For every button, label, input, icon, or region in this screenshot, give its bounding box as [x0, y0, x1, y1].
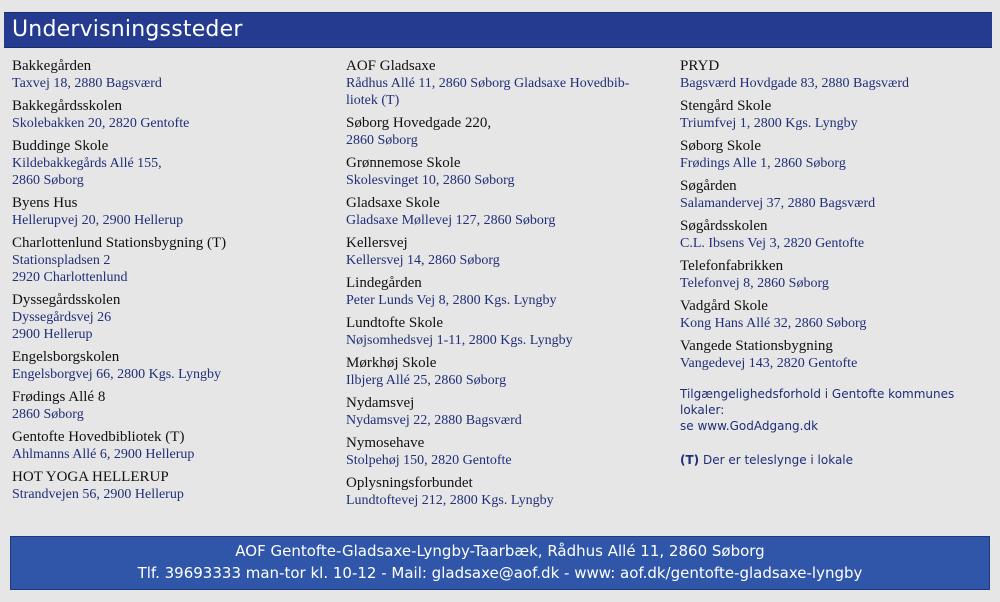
venue-address: [680, 275, 990, 292]
venue-name: Buddinge Skole: [12, 138, 109, 154]
venue-name: Søgården: [680, 178, 737, 194]
venue-address-line: Vangedevej 143, 2820 Gentofte: [680, 356, 858, 371]
venue-address: [12, 115, 330, 132]
column-2: [346, 58, 664, 515]
venue-entry: [680, 98, 990, 132]
venue-address: [680, 75, 990, 92]
venue-name: Bakkegården: [12, 58, 92, 74]
venue-entry: [680, 258, 990, 292]
venue-address: [346, 372, 664, 389]
venue-entry: [346, 235, 664, 269]
venue-name: Engelsborgskolen: [12, 349, 120, 365]
venue-address: [346, 212, 664, 229]
venue-entry: [680, 178, 990, 212]
venue-name: PRYD: [680, 58, 720, 74]
venue-name: Grønnemose Skole: [346, 155, 461, 171]
accessibility-note-line: Tilgængelighedsforhold i Gentofte kommunes: [680, 387, 955, 401]
venue-name: Kellersvej: [346, 235, 408, 251]
venue-address: [346, 75, 664, 109]
venue-name: Mørkhøj Skole: [346, 355, 437, 371]
venue-address-line: 2900 Hellerup: [12, 327, 93, 342]
venue-name: Stengård Skole: [680, 98, 772, 114]
venue-address: [680, 115, 990, 132]
venue-address: [12, 309, 330, 343]
venue-entry: [12, 98, 330, 132]
venue-address-line: Taxvej 18, 2880 Bagsværd: [12, 76, 162, 91]
venue-address: [680, 355, 990, 372]
venue-address: [346, 412, 664, 429]
accessibility-note-line: lokaler:: [680, 403, 725, 417]
teleslynge-text: Der er teleslynge i lokale: [699, 453, 854, 467]
venue-name: Dyssegårdsskolen: [12, 292, 121, 308]
venue-address: [12, 155, 330, 189]
venue-address-line: Dyssegårdsvej 26: [12, 310, 112, 325]
venue-name: AOF Gladsaxe: [346, 58, 436, 74]
teleslynge-mark: (T): [680, 453, 700, 467]
venue-address-line: Kellersvej 14, 2860 Søborg: [346, 253, 500, 268]
venue-entry: [12, 58, 330, 92]
venue-name: Søgårdsskolen: [680, 218, 768, 234]
venue-address: [346, 132, 664, 149]
venue-address-line: liotek (T): [346, 93, 400, 108]
venue-address-line: Nydamsvej 22, 2880 Bagsværd: [346, 413, 522, 428]
venue-address-line: Telefonvej 8, 2860 Søborg: [680, 276, 829, 291]
venue-address: [346, 252, 664, 269]
venue-address: [346, 452, 664, 469]
venue-entry: [12, 429, 330, 463]
venue-address-line: Stolpehøj 150, 2820 Gentofte: [346, 453, 512, 468]
venue-entry: [346, 355, 664, 389]
venue-address-line: 2920 Charlottenlund: [12, 270, 128, 285]
venue-address-line: Kong Hans Allé 32, 2860 Søborg: [680, 316, 867, 331]
accessibility-note: [680, 386, 990, 434]
venue-entry: [680, 338, 990, 372]
venue-address-line: Peter Lunds Vej 8, 2800 Kgs. Lyngby: [346, 293, 557, 308]
venue-address-line: Hellerupvej 20, 2900 Hellerup: [12, 213, 184, 228]
venue-address: [12, 446, 330, 463]
venue-name: Lundtofte Skole: [346, 315, 444, 331]
venue-name: Nydamsvej: [346, 395, 415, 411]
venue-address-line: Gladsaxe Møllevej 127, 2860 Søborg: [346, 213, 556, 228]
venue-address: [680, 235, 990, 252]
venue-entry: [680, 58, 990, 92]
venue-address: [12, 212, 330, 229]
venue-entry: [346, 435, 664, 469]
venue-entry: [680, 218, 990, 252]
venue-address-line: Strandvejen 56, 2900 Hellerup: [12, 487, 184, 502]
venue-entry: [12, 349, 330, 383]
venue-entry: [680, 138, 990, 172]
venue-address-line: Kildebakkegårds Allé 155,: [12, 156, 162, 171]
venue-address: [346, 292, 664, 309]
venue-address: [12, 486, 330, 503]
venue-entry: [12, 389, 330, 423]
venue-address: [12, 366, 330, 383]
venue-address: [346, 492, 664, 509]
column-3-entries: [680, 58, 990, 372]
venue-address-line: Engelsborgvej 66, 2800 Kgs. Lyngby: [12, 367, 221, 382]
venue-address: [680, 195, 990, 212]
venue-name: HOT YOGA HELLERUP: [12, 469, 169, 485]
venue-address-line: C.L. Ibsens Vej 3, 2820 Gentofte: [680, 236, 865, 251]
venue-entry: [346, 155, 664, 189]
venue-name: Telefonfabrikken: [680, 258, 784, 274]
column-3: [680, 58, 990, 468]
footer-address: AOF Gentofte-Gladsaxe-Lyngby-Taarbæk, Rådhus Allé 11, 2860 Søborg: [235, 542, 765, 560]
column-1: [12, 58, 330, 509]
venue-address: [346, 172, 664, 189]
venue-address-line: Frødings Alle 1, 2860 Søborg: [680, 156, 846, 171]
venue-name: Nymosehave: [346, 435, 425, 451]
venue-entry: [346, 395, 664, 429]
venue-name: Charlottenlund Stationsbygning (T): [12, 235, 227, 251]
venue-address-line: Ilbjerg Allé 25, 2860 Søborg: [346, 373, 507, 388]
venue-address-line: Stationspladsen 2: [12, 253, 111, 268]
venue-name: Lindegården: [346, 275, 422, 291]
footer-contact[interactable]: Tlf. 39693333 man-tor kl. 10-12 - Mail: gladsaxe@aof.dk - www: aof.dk/gentofte-gladsaxe-lyngby: [137, 564, 863, 582]
venue-entry: [12, 292, 330, 343]
venue-name: Gentofte Hovedbibliotek (T): [12, 429, 185, 445]
venue-name: Vangede Stationsbygning: [680, 338, 833, 354]
venue-name: Frødings Allé 8: [12, 389, 106, 405]
venue-name: Søborg Hovedgade 220,: [346, 115, 492, 131]
venue-entry: [346, 475, 664, 509]
venue-address-line: Lundtoftevej 212, 2800 Kgs. Lyngby: [346, 493, 554, 508]
venue-address-line: Nøjsomhedsvej 1-11, 2800 Kgs. Lyngby: [346, 333, 573, 348]
venue-address-line: Skolebakken 20, 2820 Gentofte: [12, 116, 190, 131]
venue-address-line: Salamandervej 37, 2880 Bagsværd: [680, 196, 876, 211]
footer-bar: [10, 536, 990, 590]
accessibility-note-link[interactable]: se www.GodAdgang.dk: [680, 419, 819, 433]
venue-address: [346, 332, 664, 349]
venue-entry: [346, 315, 664, 349]
venue-address-line: Triumfvej 1, 2800 Kgs. Lyngby: [680, 116, 858, 131]
venue-address: [12, 75, 330, 92]
page-title: Undervisningssteder: [12, 17, 243, 42]
venue-entry: [346, 58, 664, 109]
venue-address-line: Rådhus Allé 11, 2860 Søborg Gladsaxe Hovedbib-: [346, 76, 630, 91]
venue-address: [12, 406, 330, 423]
venue-name: Bakkegårdsskolen: [12, 98, 122, 114]
venue-address-line: 2860 Søborg: [12, 407, 84, 422]
venue-address-line: 2860 Søborg: [12, 173, 84, 188]
venue-address-line: Bagsværd Hovdgade 83, 2880 Bagsværd: [680, 76, 910, 91]
header-bar: [4, 12, 992, 48]
venue-address-line: Ahlmanns Allé 6, 2900 Hellerup: [12, 447, 195, 462]
venue-name: Gladsaxe Skole: [346, 195, 440, 211]
venue-entry: [12, 235, 330, 286]
venue-entry: [346, 195, 664, 229]
venue-entry: [346, 115, 664, 149]
venue-entry: [680, 298, 990, 332]
venue-name: Byens Hus: [12, 195, 78, 211]
venue-address-line: Skolesvinget 10, 2860 Søborg: [346, 173, 515, 188]
venue-entry: [12, 138, 330, 189]
venue-address: [680, 155, 990, 172]
venue-address: [680, 315, 990, 332]
venue-name: Vadgård Skole: [680, 298, 768, 314]
teleslynge-note: [680, 452, 990, 468]
venue-entry: [12, 469, 330, 503]
venue-address-line: 2860 Søborg: [346, 133, 418, 148]
venue-name: Oplysningsforbundet: [346, 475, 473, 491]
venue-address: [12, 252, 330, 286]
venue-entry: [12, 195, 330, 229]
venue-entry: [346, 275, 664, 309]
venue-name: Søborg Skole: [680, 138, 761, 154]
